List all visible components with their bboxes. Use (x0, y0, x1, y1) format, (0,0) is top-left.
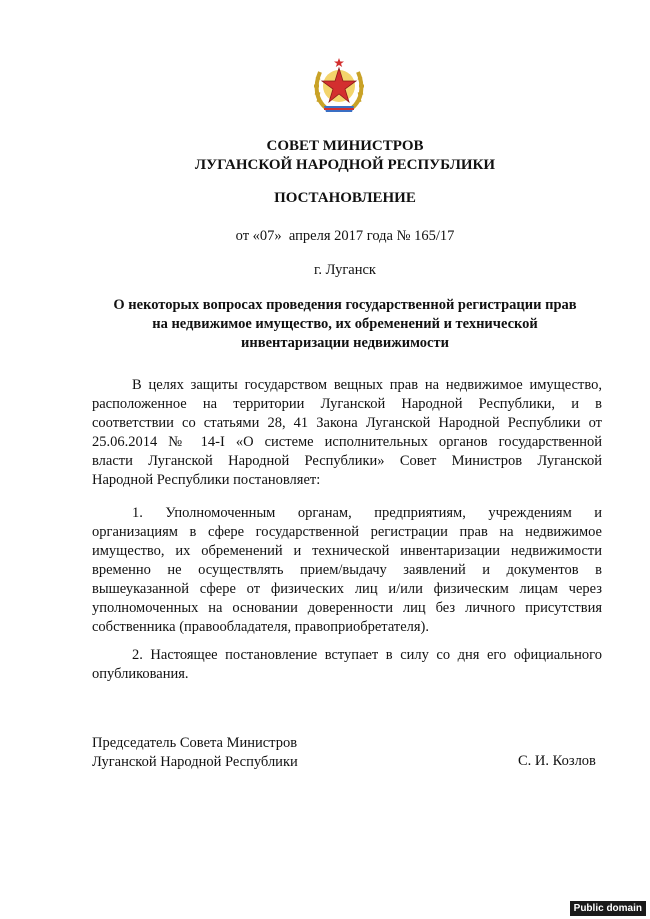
subject-line: инвентаризации недвижимости (241, 335, 449, 351)
paragraph-line: уполномоченных на основании доверенности лиц без личного присутствия (92, 600, 602, 616)
paragraph-line: В целях защиты государством вещных прав на недвижимое имущество, (132, 377, 602, 393)
document-date-number: от «07» апреля 2017 года № 165/17 (235, 228, 455, 244)
item-2-paragraph (92, 646, 602, 684)
item-1-paragraph (92, 504, 602, 637)
paragraph-line: вышеуказанной сфере от физических лиц и/или физическим лицам через (92, 581, 602, 597)
paragraph-line: соответствии со статьями 28, 41 Закона Луганской Народной Республики от (92, 415, 602, 431)
paragraph-line: 1. Уполномоченным органам, предприятиям, учреждениям и (132, 505, 602, 521)
paragraph-line: временно не осуществлять прием/выдачу заявлений и документов в (92, 562, 602, 578)
position-line: Председатель Совета Министров (92, 735, 298, 751)
paragraph-line: имущество, их обременений и технической инвентаризации недвижимости (92, 543, 602, 559)
paragraph-line: организациям в сфере государственной регистрации прав на недвижимое (92, 524, 602, 540)
public-domain-badge: Public domain (570, 901, 646, 916)
signatory-name: С. И. Козлов (518, 753, 596, 769)
document-city: г. Луганск (314, 262, 376, 278)
org-name-line-1: СОВЕТ МИНИСТРОВ (266, 138, 424, 154)
position-line: Луганской Народной Республики (92, 754, 298, 770)
paragraph-line: власти Луганской Народной Республики» Совет Министров Луганской (92, 453, 602, 469)
paragraph-line: расположенное на территории Луганской Народной Республики, и в (92, 396, 602, 412)
document-type: ПОСТАНОВЛЕНИЕ (274, 190, 416, 206)
lpr-coat-of-arms-icon (312, 56, 366, 116)
paragraph-line: собственника (правообладателя, правоприобретателя). (92, 619, 430, 635)
paragraph-line: 2. Настоящее постановление вступает в силу со дня его официального (132, 647, 602, 663)
org-name-line-2: ЛУГАНСКОЙ НАРОДНОЙ РЕСПУБЛИКИ (194, 157, 496, 173)
subject-line: на недвижимое имущество, их обременений и технической (152, 316, 538, 332)
paragraph-line: Народной Республики постановляет: (92, 472, 321, 488)
preamble-paragraph (92, 376, 602, 490)
paragraph-line: опубликования. (92, 666, 189, 682)
subject-line: О некоторых вопросах проведения государственной регистрации прав (113, 297, 577, 313)
document-subject (0, 296, 650, 353)
paragraph-line: 25.06.2014 № 14-I «О системе исполнительных органов государственной (92, 434, 602, 450)
signatory-position (92, 734, 298, 772)
